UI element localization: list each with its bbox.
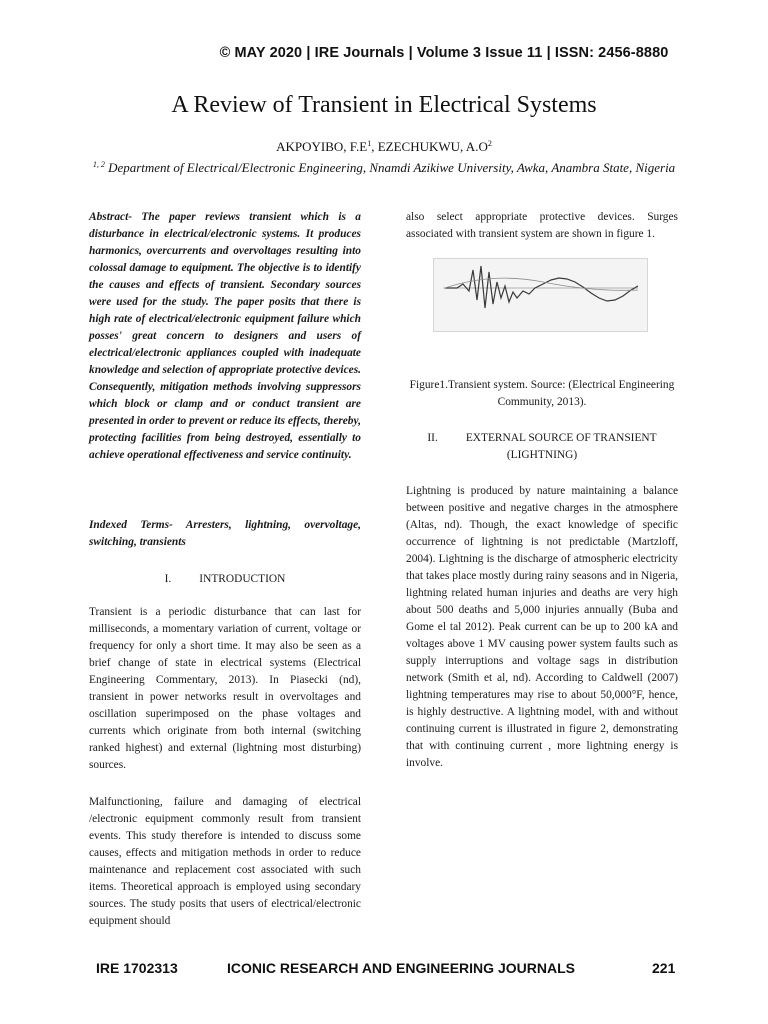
author-1: AKPOYIBO, F.E [276, 139, 368, 154]
author-2: EZECHUKWU, A.O [377, 139, 488, 154]
waveform-graphic [433, 258, 648, 332]
author-1-sup: 1 [367, 139, 372, 148]
author-2-sup: 2 [487, 139, 492, 148]
section-1-heading [89, 571, 361, 588]
section-2-subtitle: (LIGHTNING) [506, 449, 578, 461]
figure-1-transient-waveform [433, 258, 648, 332]
footer-journal-name: ICONIC RESEARCH AND ENGINEERING JOURNALS [227, 960, 575, 976]
abstract: Abstract- The paper reviews transient which is a disturbance in electrical/electronic systems. It produces harmonics, overcurrents and overvoltages resulting into colossal damage to equipment. The objective is to identify the causes and effects of transient. Secondary sources were used for the study. The paper posits that there is high rate of electrical/electronic equipment failure which posses' great concern to designers and users of electrical/electronic appliances coupled with inadequate knowledge and selection of appropriate protective devices. Consequently, mitigation methods involving suppressors which block or clamp and or conduct transient are presented in order to prevent or reduce its effects, thereby, protecting facilities from being destroyed, essentially to achieve operational effectiveness and service continuity. [89, 211, 361, 461]
journal-header: © MAY 2020 | IRE Journals | Volume 3 Issue 11 | ISSN: 2456-8880 [219, 45, 669, 61]
section-2-heading [406, 430, 678, 464]
intro-paragraph-1: Transient is a periodic disturbance that can last for milliseconds, a momentary variation of current, voltage or frequency for only a short time. It may also be seen as a brief change of state in electrical systems (Electrical Engineering Commentary, 2013). In Piasecki (nd), transient in power networks result in overvoltages and oscillation superimposed on the phase voltages and currents which originate from both internal (switching ranked highest) and external (lightning most disturbing) sources. [89, 606, 361, 771]
affiliation [60, 158, 708, 178]
figure-1-caption: Figure1.Transient system. Source: (Electrical Engineering Community, 2013). [409, 379, 675, 408]
author-separator: , [371, 139, 378, 154]
lightning-paragraph: Lightning is produced by nature maintaining a balance between positive and negative charges in the atmosphere (Altas, nd). Though, the exact knowledge of specific occurrence of lightning is not predictable (Martzloff, 2004). Lightning is the discharge of atmospheric electricity that takes place mostly during rainy seasons and in Nigeria, lightning related human injuries and deaths are very high about 500 deaths and 5,000 injuries annually (Buba and Gome el tal 2012). Peak current can be up to 200 kA and voltages above 1 MV causing power system faults such as supply interruptions and voltage sags in distribution network (Smith et al, nd). According to Caldwell (2007) lightning temperatures may rise to about 50,000°F, hence, is highly destructive. A lightning model, with and without continuing current is illustrated in figure 2, demonstrating that with continuing current , more lightning energy is involve. [406, 485, 678, 769]
intro-paragraph-2: Malfunctioning, failure and damaging of electrical /electronic equipment commonly result from transient events. This study therefore is intended to discuss some causes, effects and mitigation methods in order to reduce maintenance and replacement cost associated with such items. Theoretical approach is employed using secondary sources. The study posits that users of electrical/electronic equipment should [89, 796, 361, 927]
paper-title: A Review of Transient in Electrical Systems [171, 92, 597, 118]
intro-paragraph-3: also select appropriate protective devices. Surges associated with transient system are shown in figure 1. [406, 211, 678, 240]
section-1-number: I. [164, 573, 172, 585]
section-2-title: EXTERNAL SOURCE OF TRANSIENT [465, 432, 657, 444]
footer-page-number: 221 [652, 960, 676, 976]
footer-paper-id: IRE 1702313 [96, 960, 178, 976]
affiliation-sup: 1, 2 [92, 160, 105, 169]
author-line [0, 139, 768, 155]
section-1-title: INTRODUCTION [199, 573, 286, 585]
indexed-terms: Indexed Terms- Arresters, lightning, overvoltage, switching, transients [89, 519, 361, 548]
affiliation-text: Department of Electrical/Electronic Engineering, Nnamdi Azikiwe University, Awka, Anambra State, Nigeria [104, 160, 676, 175]
section-2-number: II. [427, 432, 438, 444]
